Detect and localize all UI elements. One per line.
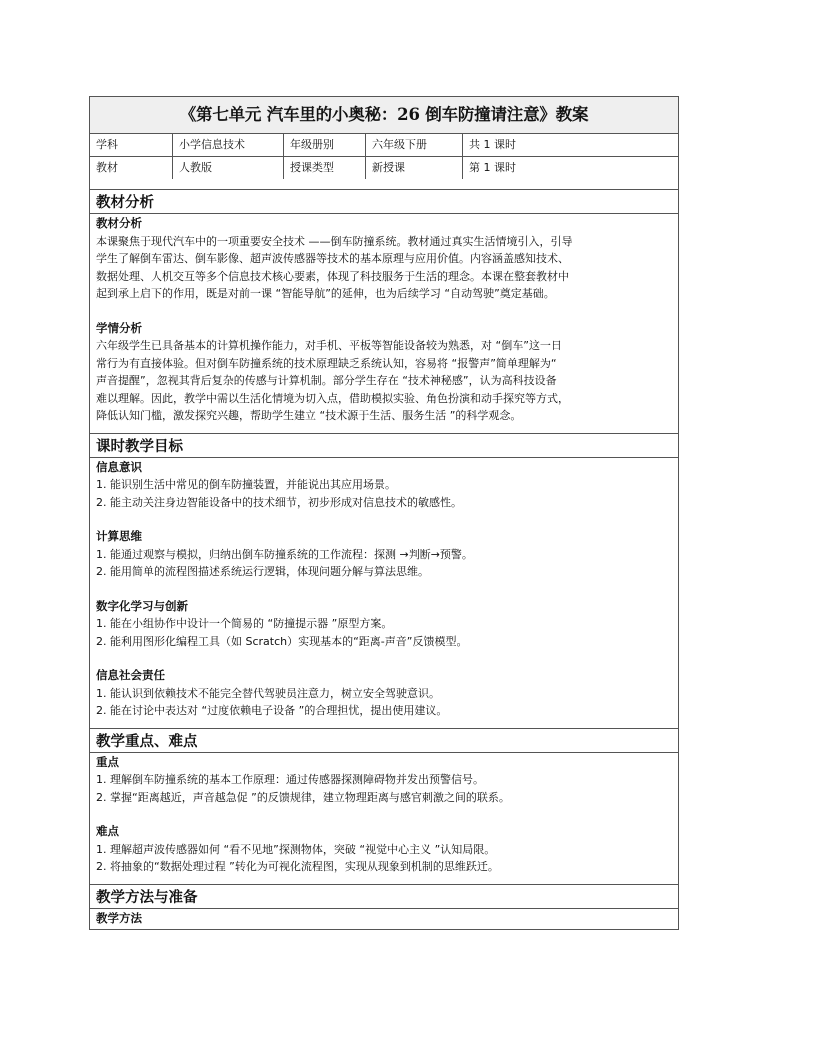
paragraph-line: 数据处理、人机交互等多个信息技术核心要素，体现了科技服务于生活的理念。本课在整套教材中	[96, 269, 569, 283]
section-heading-methods: 教学方法与准备	[90, 884, 678, 909]
section-heading-analysis: 教材分析	[90, 189, 678, 214]
info-cell: 授课类型	[284, 157, 366, 179]
paragraph-line: 六年级学生已具备基本的计算机操作能力，对手机、平板等智能设备较为熟悉，对 “倒车”这一日	[96, 339, 562, 352]
paragraph-line: 常行为有直接体验。但对倒车防撞系统的技术原理缺乏系统认知，容易将 “报警声”简单理解为“	[96, 356, 557, 370]
list-item: 2. 掌握“距离越近，声音越急促 ”的反馈规律，建立物理距离与感官刺激之间的联系。	[96, 790, 510, 804]
info-row-1	[90, 134, 678, 157]
paragraph-line: 声音提醒”，忽视其背后复杂的传感与计算机制。部分学生存在 “技术神秘感”，认为高科技设备	[96, 374, 557, 387]
info-cell: 新授课	[366, 157, 463, 179]
list-item: 2. 将抽象的“数据处理过程 ”转化为可视化流程图，实现从现象到机制的思维跃迁。	[96, 860, 499, 873]
section-heading-goals: 课时教学目标	[90, 433, 678, 458]
info-cell: 六年级下册	[366, 134, 463, 156]
list-item: 2. 能利用图形化编程工具（如 Scratch）实现基本的“距离-声音”反馈模型。	[96, 634, 468, 648]
subsection-title: 计算思维	[96, 529, 142, 543]
paragraph-line: 学生了解倒车雷达、倒车影像、超声波传感器等技术的基本原理与应用价值。内容涵盖感知技术、	[96, 252, 569, 265]
paragraph-line: 降低认知门槛，激发探究兴趣，帮助学生建立 “技术源于生活、服务生活 ”的科学观念。	[96, 409, 522, 422]
subsection-title: 信息意识	[96, 459, 142, 474]
list-item: 1. 能在小组协作中设计一个简易的 “防撞提示器 ”原型方案。	[96, 617, 393, 630]
info-cell: 共 1 课时	[469, 138, 516, 151]
list-item: 2. 能用简单的流程图描述系统运行逻辑，体现问题分解与算法思维。	[96, 565, 429, 578]
info-cell: 人教版	[173, 157, 284, 179]
section-body-methods	[90, 909, 678, 930]
list-item: 2. 能主动关注身边智能设备中的技术细节，初步形成对信息技术的敏感性。	[96, 495, 462, 509]
subsection-title: 学情分析	[96, 320, 142, 335]
paragraph-line: 本课聚焦于现代汽车中的一项重要安全技术 ——倒车防撞系统。教材通过真实生活情境引入，引导	[96, 234, 573, 248]
info-cell: 教材	[90, 157, 173, 179]
section-body-goals	[90, 458, 678, 720]
paragraph-line: 起到承上启下的作用，既是对前一课 “智能导航”的延伸，也为后续学习 “自动驾驶”奠定基础。	[96, 287, 555, 300]
document-title: 《第七单元 汽车里的小奥秘：26 倒车防撞请注意》教案	[90, 97, 678, 134]
lesson-plan-document	[89, 96, 679, 930]
section-body-analysis	[90, 214, 678, 425]
subsection-title: 重点	[96, 754, 119, 769]
info-cell: 第 1 课时	[469, 161, 516, 174]
list-item: 1. 能识别生活中常见的倒车防撞装置，并能说出其应用场景。	[96, 478, 396, 491]
section-heading-keypoints: 教学重点、难点	[90, 728, 678, 753]
info-row-2	[90, 157, 678, 179]
paragraph-line: 难以理解。因此，教学中需以生活化情境为切入点，借助模拟实验、角色扮演和动手探究等方式，	[96, 391, 569, 405]
info-cell: 学科	[90, 134, 173, 156]
subsection-title: 教学方法	[96, 910, 142, 925]
subsection-title: 信息社会责任	[96, 668, 165, 682]
list-item: 1. 理解倒车防撞系统的基本工作原理：通过传感器探测障碍物并发出预警信号。	[96, 773, 484, 786]
subsection-title: 难点	[96, 824, 119, 838]
subsection-title: 数字化学习与创新	[96, 598, 188, 613]
section-body-keypoints	[90, 753, 678, 876]
list-item: 1. 理解超声波传感器如何 “看不见地”探测物体，突破 “视觉中心主义 ”认知局限。	[96, 842, 496, 856]
info-cell: 年级册别	[284, 134, 366, 156]
subsection-title: 教材分析	[96, 216, 142, 230]
list-item: 2. 能在讨论中表达对 “过度依赖电子设备 ”的合理担忧，提出使用建议。	[96, 704, 448, 717]
list-item: 1. 能认识到依赖技术不能完全替代驾驶员注意力，树立安全驾驶意识。	[96, 686, 440, 700]
list-item: 1. 能通过观察与模拟，归纳出倒车防撞系统的工作流程：探测 →判断→预警。	[96, 547, 473, 561]
info-cell: 小学信息技术	[173, 134, 284, 156]
